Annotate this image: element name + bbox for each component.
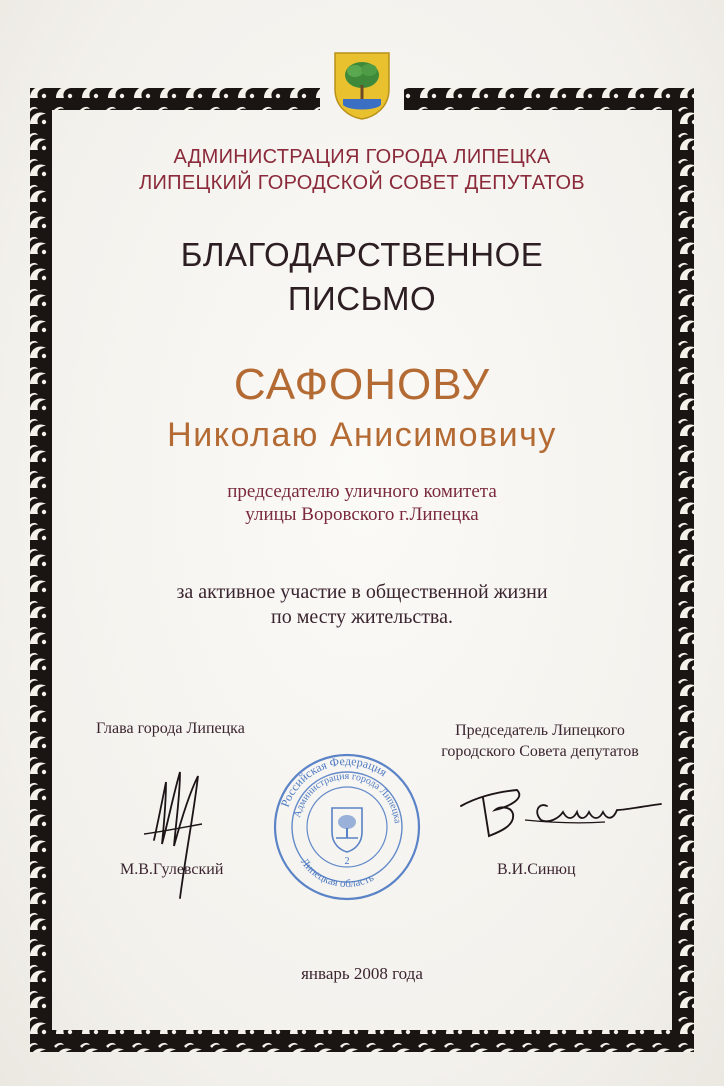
recipient-given-names: Николаю Анисимовичу — [167, 416, 557, 454]
document-title-line-2: ПИСЬМО — [287, 280, 437, 317]
left-handwritten-signature — [140, 762, 220, 902]
right-signatory-name: В.И.Синюц — [497, 861, 576, 878]
stamp-outer-text: Российская Федерация — [277, 753, 390, 809]
left-signatory-name: М.В.Гулевский — [120, 861, 224, 878]
issue-date: январь 2008 года — [301, 964, 423, 983]
stamp-emblem-icon — [332, 808, 362, 852]
document-title-line-1: БЛАГОДАРСТВЕННОЕ — [180, 236, 544, 273]
right-handwritten-signature — [455, 776, 665, 846]
left-signatory-title: Глава города Липецка — [96, 720, 245, 737]
official-stamp — [272, 752, 422, 902]
reason-line-1: за активное участие в общественной жизни — [176, 581, 548, 603]
stamp-bottom-text: Липецкая область — [298, 856, 376, 891]
organization-name-line-1: АДМИНИСТРАЦИЯ ГОРОДА ЛИПЕЦКА — [173, 146, 551, 168]
recipient-position-line-1: председателю уличного комитета — [227, 481, 497, 502]
recipient-position-line-2: улицы Воровского г.Липецка — [245, 504, 479, 525]
right-signatory-title-line-1: Председатель Липецкого — [455, 722, 625, 739]
organization-name-line-2: ЛИПЕЦКИЙ ГОРОДСКОЙ СОВЕТ ДЕПУТАТОВ — [139, 172, 585, 194]
recipient-surname: САФОНОВУ — [233, 360, 491, 409]
svg-text:Липецкая область — [298, 856, 376, 890]
right-signatory-title-line-2: городского Совета депутатов — [441, 743, 639, 760]
stamp-number: 2 — [344, 856, 350, 867]
coat-of-arms-icon — [331, 47, 393, 121]
reason-line-2: по месту жительства. — [270, 606, 453, 628]
stamp-inner-text: Администрация города Липецка — [291, 770, 403, 824]
